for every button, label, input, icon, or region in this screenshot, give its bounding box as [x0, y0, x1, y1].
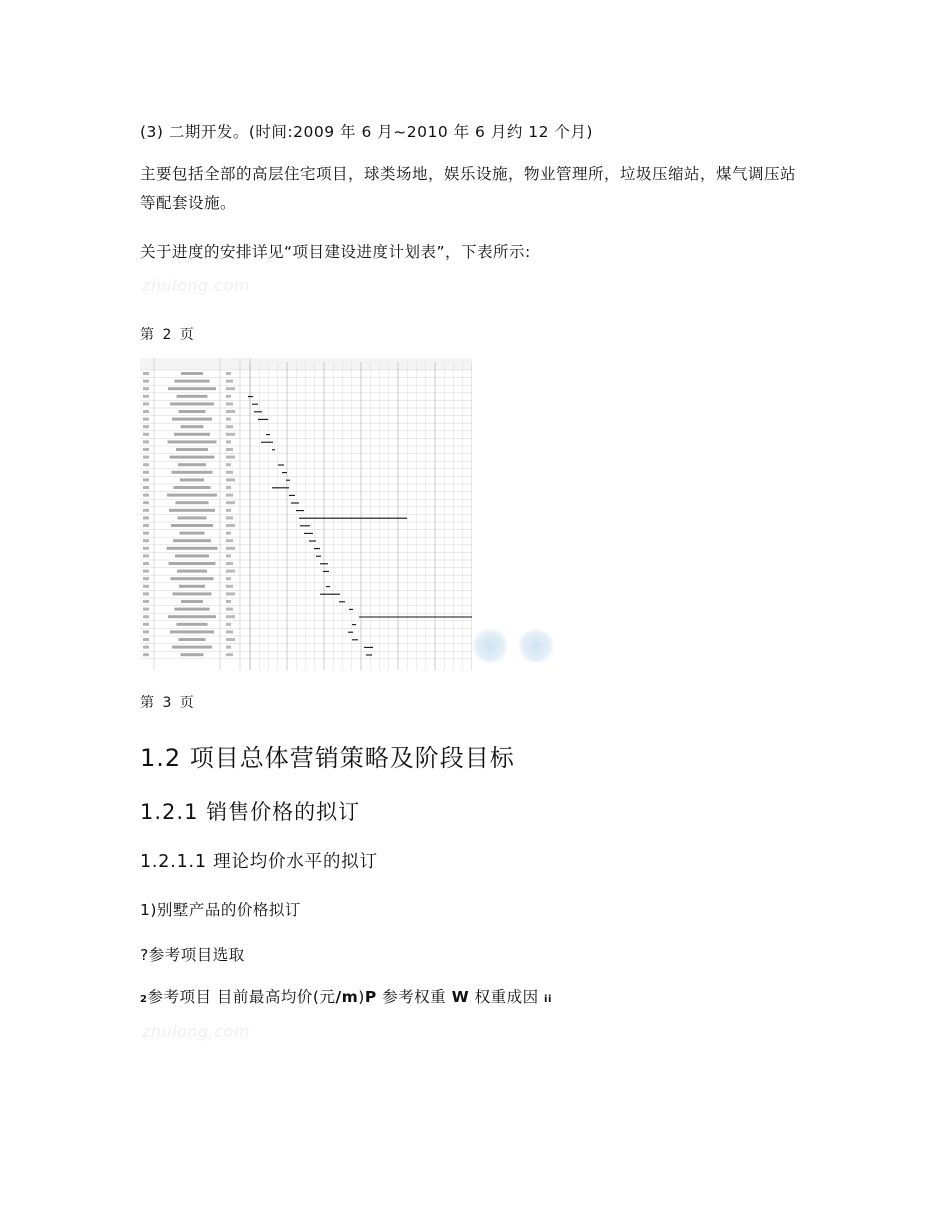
cell-duration — [226, 456, 235, 459]
cell-id — [143, 516, 149, 519]
cell-id — [143, 524, 149, 527]
cell-task — [170, 402, 214, 405]
cell-duration — [226, 608, 233, 611]
cell-duration — [226, 524, 235, 527]
cell-duration — [226, 585, 233, 588]
cell-id — [143, 554, 149, 557]
cell-id — [143, 486, 149, 489]
cell-duration — [226, 494, 233, 497]
cell-duration — [226, 463, 231, 466]
table-header — [140, 358, 472, 370]
cell-id — [143, 638, 149, 641]
subsection-heading: 1.2.1 销售价格的拟订 — [140, 800, 361, 824]
watermark-blob — [518, 628, 554, 664]
cell-id — [143, 402, 149, 405]
cell-duration — [226, 577, 231, 580]
cell-id — [143, 539, 149, 542]
cell-task — [181, 653, 204, 656]
list-item: 1)别墅产品的价格拟订 — [140, 901, 301, 919]
cell-duration — [226, 630, 233, 633]
cell-id — [143, 463, 149, 466]
cell-task — [177, 623, 208, 626]
cell-id — [143, 547, 149, 550]
cell-duration — [226, 554, 231, 557]
cell-duration — [226, 600, 231, 603]
cell-duration — [226, 395, 231, 398]
cell-duration — [226, 638, 235, 641]
cell-duration — [226, 516, 233, 519]
cell-task — [169, 562, 216, 565]
cell-duration — [226, 501, 235, 504]
cell-id — [143, 372, 149, 375]
table-lead: 2 — [140, 994, 148, 1005]
cell-id — [143, 532, 149, 535]
watermark: zhulong.com — [142, 1022, 250, 1041]
cell-task — [179, 638, 206, 641]
cell-id — [143, 440, 149, 443]
cell-duration — [226, 646, 231, 649]
list-item: ?参考项目选取 — [140, 946, 245, 964]
cell-duration — [226, 547, 235, 550]
cell-duration — [226, 509, 231, 512]
cell-id — [143, 600, 149, 603]
cell-task — [175, 380, 210, 383]
cell-task — [174, 486, 211, 489]
watermark-blob — [472, 628, 508, 664]
cell-task — [181, 425, 204, 428]
subsubsection-heading: 1.2.1.1 理论均价水平的拟订 — [140, 852, 378, 872]
cell-duration — [226, 623, 231, 626]
table-tail: ii — [544, 994, 552, 1005]
cell-duration — [226, 562, 233, 565]
cell-id — [143, 577, 149, 580]
cell-task — [179, 410, 206, 413]
table-col-text: ) — [358, 988, 365, 1006]
cell-id — [143, 471, 149, 474]
cell-id — [143, 592, 149, 595]
watermark: zhulong.com — [142, 276, 250, 295]
cell-id — [143, 425, 149, 428]
cell-task — [169, 509, 215, 512]
cell-task — [167, 547, 218, 550]
cell-task — [175, 608, 210, 611]
cell-id — [143, 418, 149, 421]
cell-duration — [226, 425, 233, 428]
table-col-text: 参考权重 — [376, 988, 452, 1006]
table-p-letter: P — [364, 988, 377, 1006]
cell-id — [143, 509, 149, 512]
page-label: 第 2 页 — [140, 327, 196, 343]
cell-task — [181, 600, 203, 603]
cell-id — [143, 653, 149, 656]
cell-id — [143, 380, 149, 383]
cell-duration — [226, 440, 231, 443]
cell-task — [180, 478, 204, 481]
content-paragraph: 主要包括全部的高层住宅项目，球类场地，娱乐设施，物业管理所，垃圾压缩站，煤气调压站等配套设施。 — [140, 165, 797, 212]
cell-duration — [226, 615, 235, 618]
table-col-text: 参考项目 目前最高均价(元 — [147, 988, 336, 1006]
cell-task — [168, 387, 216, 390]
gantt-schedule-chart — [140, 358, 472, 670]
cell-id — [143, 494, 149, 497]
cell-task — [170, 456, 215, 459]
cell-task — [176, 501, 209, 504]
cell-task — [179, 585, 205, 588]
cell-task — [171, 577, 214, 580]
cell-task — [177, 395, 208, 398]
cell-id — [143, 562, 149, 565]
cell-task — [171, 524, 213, 527]
cell-id — [143, 456, 149, 459]
cell-task — [180, 532, 205, 535]
cell-id — [143, 615, 149, 618]
cell-task — [172, 646, 212, 649]
cell-duration — [226, 387, 235, 390]
cell-duration — [226, 372, 231, 375]
cell-duration — [226, 486, 231, 489]
cell-task — [170, 630, 214, 633]
phase-paragraph: (3) 二期开发。(时间:2009 年 6 月~2010 年 6 月约 12 个月) — [140, 123, 593, 141]
cell-task — [178, 463, 206, 466]
table-unit: /m — [335, 988, 359, 1006]
cell-id — [143, 410, 149, 413]
cell-task — [167, 494, 217, 497]
page-label: 第 3 页 — [140, 695, 196, 711]
cell-task — [174, 433, 210, 436]
cell-task — [168, 615, 216, 618]
cell-task — [173, 592, 212, 595]
cell-task — [173, 539, 211, 542]
cell-duration — [226, 410, 235, 413]
cell-duration — [226, 448, 233, 451]
cell-id — [143, 585, 149, 588]
cell-duration — [226, 532, 231, 535]
cell-id — [143, 387, 149, 390]
table-col-text: 权重成因 — [469, 988, 545, 1006]
section-heading: 1.2 项目总体营销策略及阶段目标 — [140, 744, 515, 772]
cell-id — [143, 630, 149, 633]
table-header-line — [140, 985, 552, 1007]
cell-duration — [226, 471, 233, 474]
cell-task — [172, 418, 212, 421]
cell-task — [172, 471, 213, 474]
cell-task — [168, 440, 217, 443]
cell-task — [176, 448, 208, 451]
table-w-letter: W — [451, 988, 470, 1006]
cell-id — [143, 570, 149, 573]
cell-duration — [226, 478, 235, 481]
cell-duration — [226, 592, 235, 595]
cell-id — [143, 395, 149, 398]
cell-task — [177, 570, 207, 573]
cell-id — [143, 501, 149, 504]
cell-id — [143, 623, 149, 626]
cell-duration — [226, 653, 233, 656]
cell-task — [175, 554, 209, 557]
cell-id — [143, 646, 149, 649]
cell-id — [143, 448, 149, 451]
cell-duration — [226, 539, 233, 542]
cell-duration — [226, 418, 231, 421]
schedule-paragraph: 关于进度的安排详见“项目建设进度计划表”，下表所示: — [140, 243, 531, 261]
cell-task — [178, 516, 207, 519]
cell-duration — [226, 570, 235, 573]
cell-task — [181, 372, 203, 375]
cell-duration — [226, 433, 235, 436]
cell-id — [143, 608, 149, 611]
cell-duration — [226, 402, 233, 405]
cell-id — [143, 433, 149, 436]
cell-id — [143, 478, 149, 481]
cell-duration — [226, 380, 233, 383]
